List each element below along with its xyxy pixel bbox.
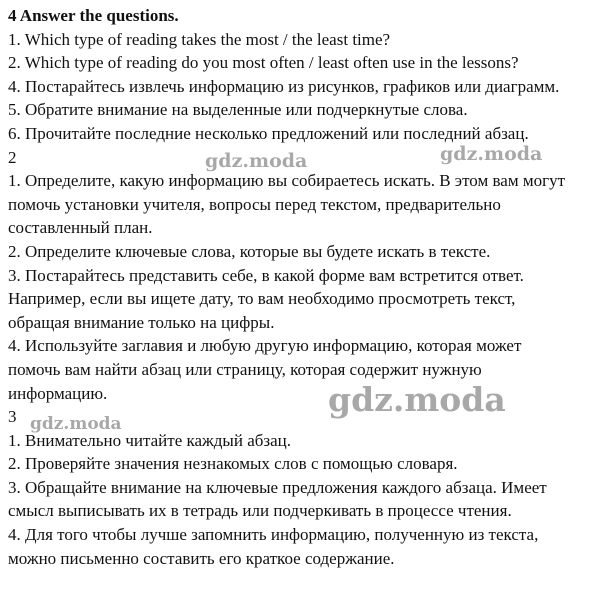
tip-line: 1. Определите, какую информацию вы собираетесь искать. В этом вам могут — [8, 171, 565, 191]
document-page — [8, 4, 600, 570]
question-line: 1. Which type of reading takes the most / the least time? — [8, 29, 391, 49]
tip-line: информацию. — [8, 383, 108, 403]
exercise-heading: 4 Answer the questions. — [8, 6, 179, 25]
section-number: 2 — [8, 147, 17, 167]
tip-line: 6. Прочитайте последние несколько предложений или последний абзац. — [8, 123, 529, 143]
tips-section-3 — [8, 405, 600, 570]
section-number: 3 — [8, 407, 17, 427]
tip-line: составленный план. — [8, 218, 153, 238]
tips-section-2 — [8, 146, 600, 406]
question-line: 2. Which type of reading do you most often / least often use in the lessons? — [8, 53, 519, 73]
tip-line: смысл выписывать их в тетрадь или подчеркивать в процессе чтения. — [8, 501, 512, 521]
watermark: gdz.moda — [30, 414, 122, 434]
tip-line: 4. Постарайтесь извлечь информацию из рисунков, графиков или диаграмм. — [8, 76, 560, 96]
tip-line: помочь установки учителя, вопросы перед текстом, предварительно — [8, 194, 501, 214]
questions-list — [8, 28, 600, 75]
tip-line: 4. Используйте заглавия и любую другую информацию, которая может — [8, 336, 522, 356]
tip-line: помочь вам найти абзац или страницу, которая содержит нужную — [8, 359, 482, 379]
tip-line: 3. Обращайте внимание на ключевые предложения каждого абзаца. Имеет — [8, 477, 547, 497]
tip-line: 2. Проверяйте значения незнакомых слов с помощью словаря. — [8, 454, 458, 474]
tip-line: можно письменно составить его краткое содержание. — [8, 548, 395, 568]
watermark: gdz.moda — [205, 150, 308, 172]
tips-section-1 — [8, 75, 600, 146]
tip-line: 5. Обратите внимание на выделенные или подчеркнутые слова. — [8, 100, 468, 120]
tip-line: 1. Внимательно читайте каждый абзац. — [8, 430, 292, 450]
tip-line: 3. Постарайтесь представить себе, в какой форме вам встретится ответ. — [8, 265, 524, 285]
watermark: gdz.moda — [328, 380, 506, 419]
tip-line: обращая внимание только на цифры. — [8, 312, 275, 332]
watermark: gdz.moda — [440, 143, 543, 165]
tip-line: 4. Для того чтобы лучше запомнить информацию, полученную из текста, — [8, 525, 539, 545]
tip-line: Например, если вы ищете дату, то вам необходимо просмотреть текст, — [8, 289, 516, 309]
tip-line: 2. Определите ключевые слова, которые вы будете искать в тексте. — [8, 241, 491, 261]
